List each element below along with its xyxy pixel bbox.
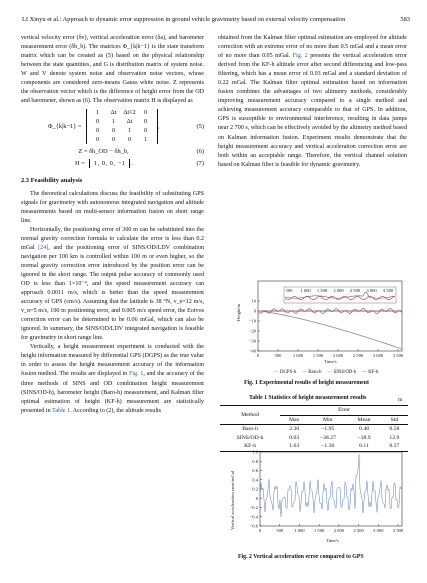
y-tick-label: −20 [248,328,256,334]
matrix-entry: 0 [111,136,116,144]
y-tick-label: 1.0 [252,449,258,455]
table-header: Mean [347,415,380,425]
table-row [220,434,408,443]
equation-suffix: , [157,123,160,131]
inset-x-tick-label: 500 [285,288,293,293]
table-1-title: Table 1 Statistics of height measurement results [249,395,367,401]
x-tick-label: 3 000 [373,528,384,533]
matrix-entry: 1 [95,109,100,117]
x-tick-label: 2 000 [333,528,345,533]
matrix-entry: Δt [110,109,117,117]
text-run: , and the positioning error of SINS/OD/LDV combination navigation per 100 km is controlled within 100 m or even higher, so the normal gravity correction error introduced by the position error can be ignored in the short range. The output pulse accuracy of commonly used OD is less than 1×10⁻⁴, and the speed measurement accuracy can approach 0.0011 m/s, which is better than the speed measurement accuracy of GPS (cm/s). Assuming that the latitude is 38 °N, v_e=12 m/s, v_n=5 m/s, 100 m positioning error, and 0.005 m/s speed error, the Eotvos correction error can be determined to be 0.06 mGal, which can also be ignored. In summary, the SINS/OD/LDV integrated navigation is feasible for gravimetry in short range line. [21,244,204,342]
table-cell: −38.27 [319,434,336,441]
equation-number: (5) [196,123,204,131]
table-cell: 0.58 [389,426,400,433]
table-cell: −18.9 [357,434,371,441]
table-header-group: Error [280,406,408,416]
equation-number: (6) [196,148,204,156]
text-run: obtained from the Kalman filter optimal estimation are employed for altitude correction with an extreme error of no more than 0.5 mGal and a mean error of no more than 0.05 mGal. [218,35,407,60]
inset-x-tick-label: 2 500 [349,288,361,293]
table-cell: 0.03 [289,434,300,441]
equation-6 [21,147,204,156]
inset-x-tick-label: 2 000 [333,288,344,293]
text-run: , and the accuracy of the three methods of SINS and OD combination height measurement (SINS/OD-h), barometer height (Baro-h) measurement, and Kalman filter optimal estimation of height (KF-h) measurement are statistically presented in [21,371,204,414]
table-cell: 1.63 [280,442,308,451]
x-tick-label: 0 [256,353,260,358]
table-row [220,425,408,434]
equation-7 [21,159,204,168]
x-tick-label: 500 [274,353,282,358]
table-cell: KF-h [220,442,280,451]
figure-2 [228,448,406,549]
matrix-entry: 0 [143,118,148,126]
y-tick-label: −30 [248,338,256,344]
equation-suffix: . [130,160,132,168]
y-tick-label: 0 [255,495,258,501]
equation-5 [21,109,204,144]
paragraph [218,34,407,170]
table-header: Std [381,415,408,425]
matrix-entry: Δt [126,118,133,126]
matrix-entry: 0 [127,136,132,144]
x-tick-label: 3 500 [392,353,404,358]
table-cell: Baro-h [242,426,258,433]
table-1-unit: m [398,397,403,403]
x-tick-label: 3 000 [372,353,384,358]
right-column [218,34,407,170]
y-tick-label: 10 [251,298,256,304]
figure-2-caption: Fig. 2 Vertical acceleration error compared to GPS [238,554,364,560]
matrix-entry: 1 [143,136,148,144]
y-tick-label: 0.2 [252,486,258,492]
matrix-entry: 0 [143,127,148,135]
matrix-entry: Δt²/2 [123,109,136,117]
running-title: LI Xinyu et al.: Approach to dynamic error suppression in ground vehicle gravimetry based on external velocity compensation [22,15,346,23]
figure-link[interactable]: Fig. 2 [292,53,308,60]
legend-sins: — SINS/OD-h [327,370,357,375]
y-tick-label: −0.6 [249,523,258,529]
equation-label: H = [75,160,85,168]
running-header [22,13,410,25]
table-cell: 0.48 [359,426,369,433]
acceleration-error-plot [228,448,406,544]
x-tick-label: 1 000 [294,528,305,533]
paragraph: The theoretical calculations discuss the feasibility of substituting GPS signals for gravimetry with autonomous integrated navigation and altitude measurements based on multi-sensor information fusion on short range line. [21,190,204,224]
y-tick-label: −0.2 [249,505,258,511]
matrix-entry: 0 [111,127,116,135]
table-header: Min [308,415,347,425]
height-plot [234,277,406,367]
acceleration-error-line [260,454,402,516]
paragraph [21,343,204,415]
x-tick-label: 0 [258,528,262,533]
table-cell: 12.9 [389,434,400,441]
table-cell: 2.30 [289,426,300,433]
inset-x-tick-label: 1 500 [316,288,328,293]
inset-x-tick-label: 3 500 [382,288,394,293]
section-title: 2.3 Feasibility analysis [21,177,83,185]
matrix-entry: 0 [95,118,100,126]
text-run: . According to (2), the altitude results [70,407,162,414]
table-cell: 0.37 [381,442,408,451]
matrix-entry: 0 [95,127,100,135]
table-header: Max [280,415,308,425]
inset-x-tick-label: 1 000 [300,288,311,293]
matrix-entry: 0 [95,136,100,144]
x-tick-label: 2 500 [353,528,364,533]
matrix-entry: 1 [127,127,132,135]
x-axis-label: Time/s [324,359,337,364]
figure-1-caption: Fig. 1 Experimental results of height measurement [244,380,369,386]
y-tick-label: 0.4 [252,477,258,483]
table-1 [220,405,408,452]
table-cell: 0.11 [347,442,380,451]
text-run: Vertically, a height measurement experiment is conducted with the height information measured by differential GPS (DGPS) as the true value in order to assess the height measurement accuracy of the information fusion method. The results are displayed in [21,344,204,378]
y-tick-label: 0.6 [252,468,258,474]
y-axis-label: Vertical acceleration error/mGal [230,470,235,530]
text-run: Horizontally, the positioning error of 300 m can be substituted into the normal gravity correction formula to calculate the error is less than 0.2 mGal [21,226,204,251]
observation-matrix: 1, 0, 0, −1 [89,159,130,168]
legend-baro: — Baro-h [302,370,322,375]
y-axis-label: Height/m [236,303,241,321]
x-tick-label: 2 500 [352,353,364,358]
left-column [21,34,204,416]
state-transform-matrix [86,109,158,144]
text-run: presents the vertical acceleration error derived from the KF-h altitude error after second differencing and low-pass filtering, which has a mean error of 0.03 mGal and a standard deviation of 0.22 mGal. The Kalman filter optimal estimation based on information fusion combines the advantages of two altimetry methods, considerably improving measurement accuracy compared to a single method and achieving measurement accuracy comparable to that of GPS. In addition, GPS is susceptible to environmental interference, resulting in data jumps near 2 700 s, which can be effectively avoided by the altimetry method based on Kalman information fusion. Experiment results demonstrate that the height measurement accuracy and vertical acceleration correction error are both within an acceptable range. Therefore, the vertical channel solution based on Kalman filter is feasible for dynamic gravimetry. [218,53,407,168]
y-tick-label: −0.4 [249,514,258,520]
y-tick-label: −10 [248,318,256,324]
legend-kf: — KF-h [362,370,379,375]
matrix-entry: 0 [143,109,148,117]
figure-link[interactable]: Fig. 1 [128,371,144,378]
y-tick-label: 0 [253,308,256,314]
legend [274,370,406,375]
x-tick-label: 1 000 [292,353,304,358]
page-number: 583 [400,15,410,23]
citation-link[interactable]: [24] [38,244,49,251]
sins-line [258,311,402,349]
x-tick-label: 1 500 [312,353,324,358]
equation-number: (7) [196,160,204,168]
paragraph: vertical velocity error (δv), vertical acceleration error (δa), and barometer measurement error (δh_b). The matrices Φ_{k|k−1} is the state transform matrix which can be created as (5) based on the physical relationship between the state quantities, and G is distribution matrix of system noise. W and V denote system noise and observation noise vectors, whose components are considered zero-means Gauss white noise. Z represents the observation vector which is the difference of height error from the OD and barometer, shown as (6). The observation matrix H is displayed as [21,35,204,105]
table-cell: −1.95 [321,426,335,433]
x-axis-label: Time/s [326,538,339,543]
x-tick-label: 1 500 [313,528,325,533]
figure-1 [234,277,406,375]
table-cell: SINS/OD-h [236,434,264,441]
legend-dgps: — DGPS-h [274,370,297,375]
y-tick-label: −40 [248,348,256,354]
paragraph [21,226,204,344]
table-header: Method [220,406,280,425]
equation-label: Φ_{k|k−1} = [47,123,82,131]
matrix-entry: 1 [111,118,116,126]
table-cell: −1.36 [308,442,347,451]
x-tick-label: 500 [276,528,284,533]
y-tick-label: 0.8 [252,458,258,464]
x-tick-label: 3 500 [392,528,404,533]
table-link[interactable]: Table 1 [52,407,71,414]
x-tick-label: 2 000 [332,353,344,358]
inset-x-tick-label: 3 000 [366,288,377,293]
equation-text: Z = δh_OD − δh_b, [78,148,129,156]
